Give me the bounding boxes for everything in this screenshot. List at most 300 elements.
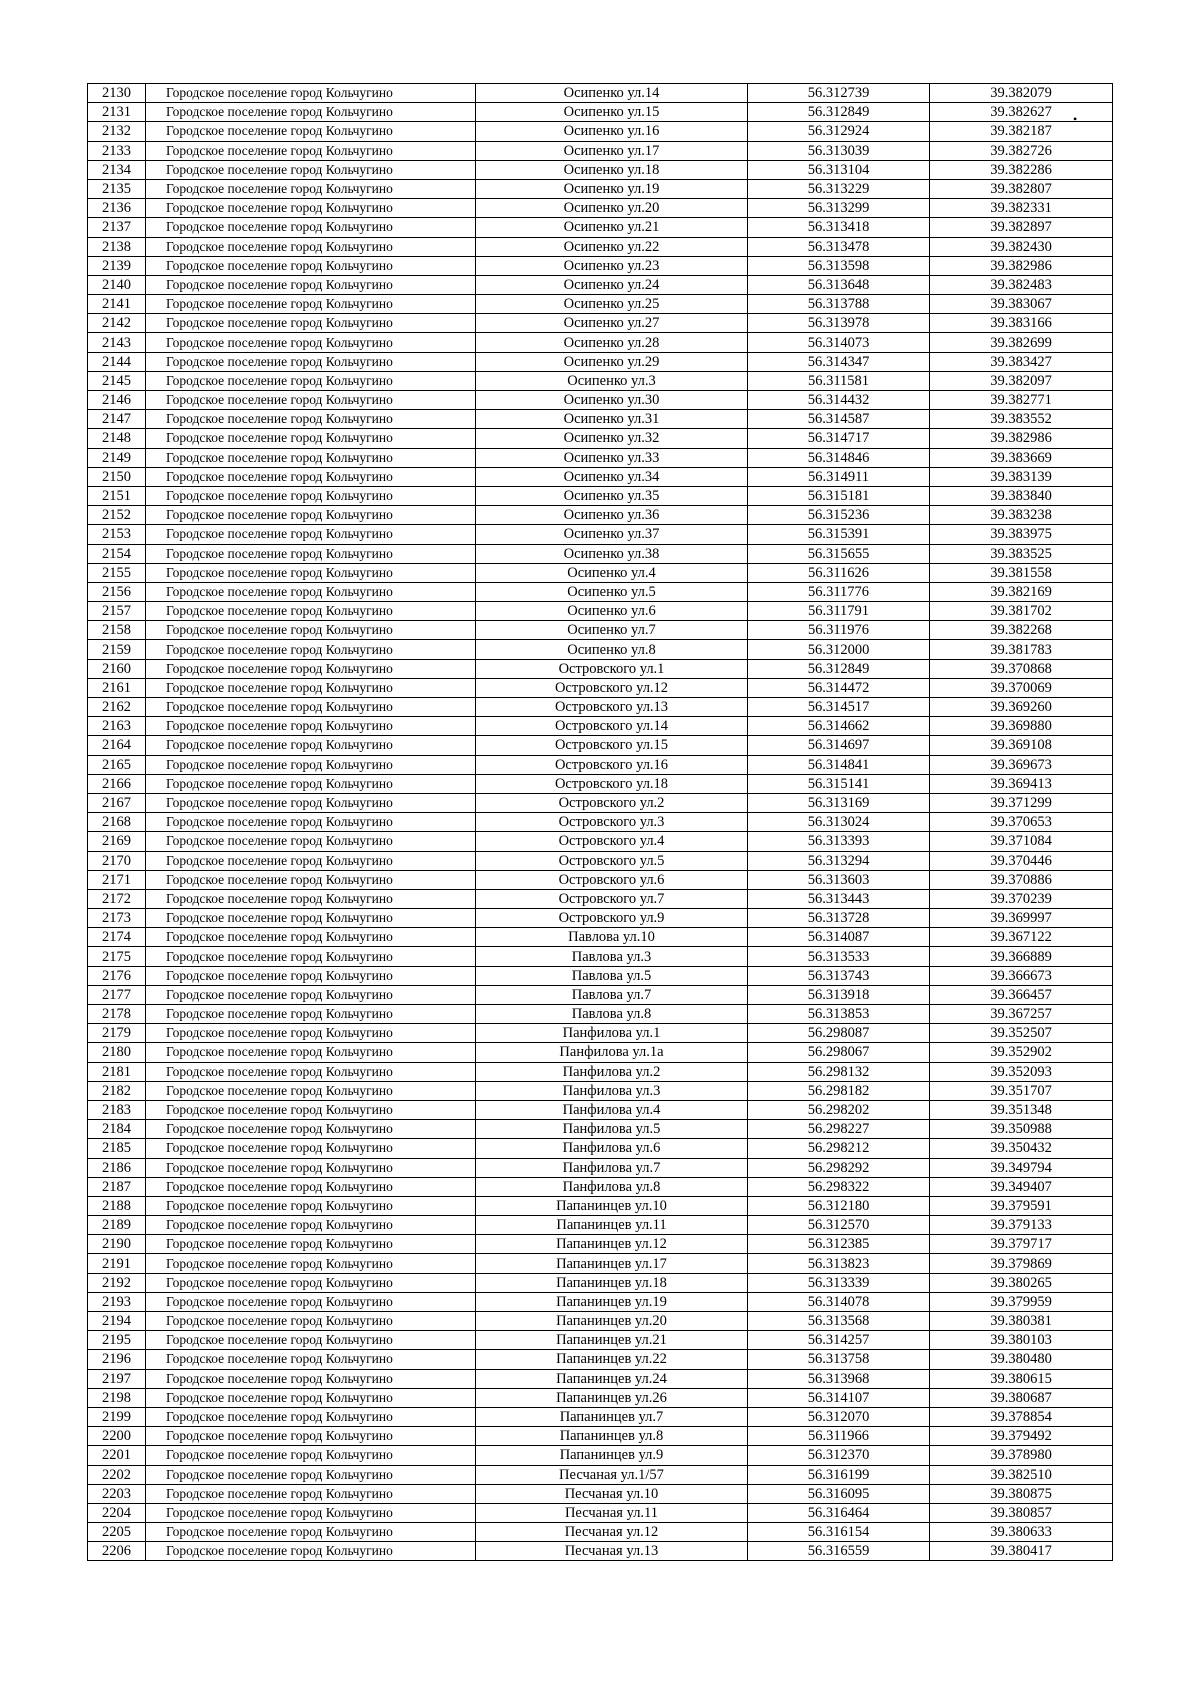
latitude-cell: 56.314078 xyxy=(748,1292,930,1311)
address-table-container xyxy=(87,83,1113,1561)
row-number-cell: 2181 xyxy=(88,1062,146,1081)
latitude-cell: 56.311791 xyxy=(748,602,930,621)
row-number-cell: 2194 xyxy=(88,1312,146,1331)
table-row xyxy=(88,1005,1113,1024)
latitude-cell: 56.313533 xyxy=(748,947,930,966)
settlement-name-cell: Городское поселение город Кольчугино xyxy=(146,1331,476,1350)
latitude-cell: 56.313478 xyxy=(748,237,930,256)
latitude-cell: 56.313728 xyxy=(748,909,930,928)
longitude-cell: 39.380857 xyxy=(930,1503,1113,1522)
longitude-cell: 39.382807 xyxy=(930,179,1113,198)
longitude-cell: 39.380687 xyxy=(930,1388,1113,1407)
street-address-cell: Павлова ул.10 xyxy=(476,928,748,947)
longitude-cell: 39.380633 xyxy=(930,1523,1113,1542)
table-row xyxy=(88,1177,1113,1196)
settlement-name-cell: Городское поселение город Кольчугино xyxy=(146,103,476,122)
street-address-cell: Павлова ул.5 xyxy=(476,966,748,985)
longitude-cell: 39.352093 xyxy=(930,1062,1113,1081)
table-row xyxy=(88,1446,1113,1465)
latitude-cell: 56.298322 xyxy=(748,1177,930,1196)
latitude-cell: 56.313978 xyxy=(748,314,930,333)
row-number-cell: 2174 xyxy=(88,928,146,947)
row-number-cell: 2154 xyxy=(88,544,146,563)
settlement-name-cell: Городское поселение город Кольчугино xyxy=(146,1427,476,1446)
latitude-cell: 56.313598 xyxy=(748,256,930,275)
table-row xyxy=(88,410,1113,429)
table-row xyxy=(88,103,1113,122)
longitude-cell: 39.380615 xyxy=(930,1369,1113,1388)
longitude-cell: 39.367122 xyxy=(930,928,1113,947)
row-number-cell: 2131 xyxy=(88,103,146,122)
longitude-cell: 39.369413 xyxy=(930,774,1113,793)
settlement-name-cell: Городское поселение город Кольчугино xyxy=(146,1005,476,1024)
longitude-cell: 39.366673 xyxy=(930,966,1113,985)
latitude-cell: 56.314697 xyxy=(748,736,930,755)
settlement-name-cell: Городское поселение город Кольчугино xyxy=(146,832,476,851)
latitude-cell: 56.312570 xyxy=(748,1216,930,1235)
table-row xyxy=(88,1523,1113,1542)
latitude-cell: 56.312924 xyxy=(748,122,930,141)
longitude-cell: 39.371084 xyxy=(930,832,1113,851)
latitude-cell: 56.313743 xyxy=(748,966,930,985)
row-number-cell: 2178 xyxy=(88,1005,146,1024)
latitude-cell: 56.314587 xyxy=(748,410,930,429)
street-address-cell: Осипенко ул.23 xyxy=(476,256,748,275)
latitude-cell: 56.298292 xyxy=(748,1158,930,1177)
table-row xyxy=(88,774,1113,793)
longitude-cell: 39.383669 xyxy=(930,448,1113,467)
row-number-cell: 2177 xyxy=(88,985,146,1004)
settlement-name-cell: Городское поселение город Кольчугино xyxy=(146,736,476,755)
table-row xyxy=(88,851,1113,870)
table-row xyxy=(88,371,1113,390)
latitude-cell: 56.314662 xyxy=(748,717,930,736)
street-address-cell: Осипенко ул.17 xyxy=(476,141,748,160)
settlement-name-cell: Городское поселение город Кольчугино xyxy=(146,755,476,774)
longitude-cell: 39.381558 xyxy=(930,563,1113,582)
table-row xyxy=(88,889,1113,908)
latitude-cell: 56.313968 xyxy=(748,1369,930,1388)
settlement-name-cell: Городское поселение город Кольчугино xyxy=(146,160,476,179)
street-address-cell: Островского ул.5 xyxy=(476,851,748,870)
row-number-cell: 2173 xyxy=(88,909,146,928)
longitude-cell: 39.383840 xyxy=(930,486,1113,505)
latitude-cell: 56.314911 xyxy=(748,467,930,486)
longitude-cell: 39.369673 xyxy=(930,755,1113,774)
street-address-cell: Панфилова ул.5 xyxy=(476,1120,748,1139)
table-row xyxy=(88,1427,1113,1446)
settlement-name-cell: Городское поселение город Кольчугино xyxy=(146,1446,476,1465)
settlement-name-cell: Городское поселение город Кольчугино xyxy=(146,889,476,908)
longitude-cell: 39.380417 xyxy=(930,1542,1113,1561)
longitude-cell: 39.383139 xyxy=(930,467,1113,486)
row-number-cell: 2169 xyxy=(88,832,146,851)
table-row xyxy=(88,1350,1113,1369)
row-number-cell: 2166 xyxy=(88,774,146,793)
settlement-name-cell: Городское поселение город Кольчугино xyxy=(146,851,476,870)
latitude-cell: 56.315181 xyxy=(748,486,930,505)
row-number-cell: 2135 xyxy=(88,179,146,198)
latitude-cell: 56.298212 xyxy=(748,1139,930,1158)
table-row xyxy=(88,314,1113,333)
longitude-cell: 39.382430 xyxy=(930,237,1113,256)
longitude-cell: 39.383525 xyxy=(930,544,1113,563)
longitude-cell: 39.383067 xyxy=(930,295,1113,314)
street-address-cell: Осипенко ул.22 xyxy=(476,237,748,256)
latitude-cell: 56.298087 xyxy=(748,1024,930,1043)
latitude-cell: 56.313853 xyxy=(748,1005,930,1024)
table-row xyxy=(88,141,1113,160)
row-number-cell: 2162 xyxy=(88,698,146,717)
street-address-cell: Папанинцев ул.12 xyxy=(476,1235,748,1254)
street-address-cell: Папанинцев ул.18 xyxy=(476,1273,748,1292)
latitude-cell: 56.314087 xyxy=(748,928,930,947)
row-number-cell: 2140 xyxy=(88,275,146,294)
settlement-name-cell: Городское поселение город Кольчугино xyxy=(146,544,476,563)
latitude-cell: 56.316154 xyxy=(748,1523,930,1542)
longitude-cell: 39.380480 xyxy=(930,1350,1113,1369)
latitude-cell: 56.313299 xyxy=(748,199,930,218)
latitude-cell: 56.314107 xyxy=(748,1388,930,1407)
table-row xyxy=(88,1120,1113,1139)
table-row xyxy=(88,1139,1113,1158)
table-body xyxy=(88,84,1113,1561)
longitude-cell: 39.351348 xyxy=(930,1100,1113,1119)
settlement-name-cell: Городское поселение город Кольчугино xyxy=(146,563,476,582)
longitude-cell: 39.366889 xyxy=(930,947,1113,966)
longitude-cell: 39.382187 xyxy=(930,122,1113,141)
longitude-cell: 39.383552 xyxy=(930,410,1113,429)
longitude-cell: 39.382771 xyxy=(930,391,1113,410)
street-address-cell: Папанинцев ул.8 xyxy=(476,1427,748,1446)
row-number-cell: 2138 xyxy=(88,237,146,256)
street-address-cell: Папанинцев ул.7 xyxy=(476,1407,748,1426)
table-row xyxy=(88,698,1113,717)
longitude-cell: 39.378980 xyxy=(930,1446,1113,1465)
longitude-cell: 39.383427 xyxy=(930,352,1113,371)
street-address-cell: Островского ул.13 xyxy=(476,698,748,717)
row-number-cell: 2147 xyxy=(88,410,146,429)
longitude-cell: 39.367257 xyxy=(930,1005,1113,1024)
row-number-cell: 2170 xyxy=(88,851,146,870)
table-row xyxy=(88,295,1113,314)
longitude-cell: 39.382169 xyxy=(930,582,1113,601)
latitude-cell: 56.313443 xyxy=(748,889,930,908)
table-row xyxy=(88,640,1113,659)
table-row xyxy=(88,506,1113,525)
row-number-cell: 2136 xyxy=(88,199,146,218)
settlement-name-cell: Городское поселение город Кольчугино xyxy=(146,698,476,717)
settlement-name-cell: Городское поселение город Кольчугино xyxy=(146,122,476,141)
row-number-cell: 2133 xyxy=(88,141,146,160)
table-row xyxy=(88,1331,1113,1350)
street-address-cell: Панфилова ул.4 xyxy=(476,1100,748,1119)
longitude-cell: 39.382097 xyxy=(930,371,1113,390)
table-row xyxy=(88,1254,1113,1273)
row-number-cell: 2204 xyxy=(88,1503,146,1522)
latitude-cell: 56.313648 xyxy=(748,275,930,294)
table-row xyxy=(88,448,1113,467)
settlement-name-cell: Городское поселение город Кольчугино xyxy=(146,1407,476,1426)
settlement-name-cell: Городское поселение город Кольчугино xyxy=(146,371,476,390)
street-address-cell: Осипенко ул.5 xyxy=(476,582,748,601)
settlement-name-cell: Городское поселение город Кольчугино xyxy=(146,1388,476,1407)
row-number-cell: 2191 xyxy=(88,1254,146,1273)
table-row xyxy=(88,352,1113,371)
settlement-name-cell: Городское поселение город Кольчугино xyxy=(146,295,476,314)
table-row xyxy=(88,1081,1113,1100)
street-address-cell: Папанинцев ул.19 xyxy=(476,1292,748,1311)
latitude-cell: 56.314517 xyxy=(748,698,930,717)
street-address-cell: Папанинцев ул.21 xyxy=(476,1331,748,1350)
settlement-name-cell: Городское поселение город Кольчугино xyxy=(146,391,476,410)
row-number-cell: 2153 xyxy=(88,525,146,544)
row-number-cell: 2175 xyxy=(88,947,146,966)
longitude-cell: 39.369880 xyxy=(930,717,1113,736)
longitude-cell: 39.369997 xyxy=(930,909,1113,928)
table-row xyxy=(88,122,1113,141)
longitude-cell: 39.380265 xyxy=(930,1273,1113,1292)
settlement-name-cell: Городское поселение город Кольчугино xyxy=(146,1100,476,1119)
settlement-name-cell: Городское поселение город Кольчугино xyxy=(146,1024,476,1043)
settlement-name-cell: Городское поселение город Кольчугино xyxy=(146,1542,476,1561)
street-address-cell: Папанинцев ул.22 xyxy=(476,1350,748,1369)
settlement-name-cell: Городское поселение город Кольчугино xyxy=(146,678,476,697)
row-number-cell: 2206 xyxy=(88,1542,146,1561)
row-number-cell: 2171 xyxy=(88,870,146,889)
settlement-name-cell: Городское поселение город Кольчугино xyxy=(146,333,476,352)
table-row xyxy=(88,966,1113,985)
row-number-cell: 2149 xyxy=(88,448,146,467)
row-number-cell: 2160 xyxy=(88,659,146,678)
longitude-cell: 39.352507 xyxy=(930,1024,1113,1043)
table-row xyxy=(88,218,1113,237)
longitude-cell: 39.349794 xyxy=(930,1158,1113,1177)
latitude-cell: 56.311581 xyxy=(748,371,930,390)
table-row xyxy=(88,563,1113,582)
settlement-name-cell: Городское поселение город Кольчугино xyxy=(146,1081,476,1100)
latitude-cell: 56.316095 xyxy=(748,1484,930,1503)
street-address-cell: Павлова ул.3 xyxy=(476,947,748,966)
settlement-name-cell: Городское поселение город Кольчугино xyxy=(146,467,476,486)
longitude-cell: 39.378854 xyxy=(930,1407,1113,1426)
street-address-cell: Островского ул.7 xyxy=(476,889,748,908)
street-address-cell: Осипенко ул.36 xyxy=(476,506,748,525)
row-number-cell: 2157 xyxy=(88,602,146,621)
settlement-name-cell: Городское поселение город Кольчугино xyxy=(146,1177,476,1196)
longitude-cell: 39.379492 xyxy=(930,1427,1113,1446)
street-address-cell: Папанинцев ул.9 xyxy=(476,1446,748,1465)
table-row xyxy=(88,199,1113,218)
street-address-cell: Песчаная ул.13 xyxy=(476,1542,748,1561)
longitude-cell: 39.350988 xyxy=(930,1120,1113,1139)
row-number-cell: 2187 xyxy=(88,1177,146,1196)
street-address-cell: Осипенко ул.21 xyxy=(476,218,748,237)
longitude-cell: 39.381702 xyxy=(930,602,1113,621)
longitude-cell: 39.370069 xyxy=(930,678,1113,697)
table-row xyxy=(88,525,1113,544)
table-row xyxy=(88,717,1113,736)
row-number-cell: 2139 xyxy=(88,256,146,275)
street-address-cell: Осипенко ул.29 xyxy=(476,352,748,371)
longitude-cell: 39.370239 xyxy=(930,889,1113,908)
row-number-cell: 2202 xyxy=(88,1465,146,1484)
latitude-cell: 56.312385 xyxy=(748,1235,930,1254)
row-number-cell: 2205 xyxy=(88,1523,146,1542)
settlement-name-cell: Городское поселение город Кольчугино xyxy=(146,1350,476,1369)
longitude-cell: 39.382627 xyxy=(930,103,1113,122)
settlement-name-cell: Городское поселение город Кольчугино xyxy=(146,429,476,448)
row-number-cell: 2134 xyxy=(88,160,146,179)
settlement-name-cell: Городское поселение город Кольчугино xyxy=(146,1120,476,1139)
row-number-cell: 2182 xyxy=(88,1081,146,1100)
row-number-cell: 2144 xyxy=(88,352,146,371)
street-address-cell: Папанинцев ул.11 xyxy=(476,1216,748,1235)
table-row xyxy=(88,1062,1113,1081)
latitude-cell: 56.313418 xyxy=(748,218,930,237)
settlement-name-cell: Городское поселение город Кольчугино xyxy=(146,1216,476,1235)
street-address-cell: Папанинцев ул.26 xyxy=(476,1388,748,1407)
latitude-cell: 56.314347 xyxy=(748,352,930,371)
row-number-cell: 2156 xyxy=(88,582,146,601)
table-row xyxy=(88,813,1113,832)
table-row xyxy=(88,1024,1113,1043)
table-row xyxy=(88,1503,1113,1522)
street-address-cell: Осипенко ул.3 xyxy=(476,371,748,390)
table-row xyxy=(88,678,1113,697)
latitude-cell: 56.313294 xyxy=(748,851,930,870)
row-number-cell: 2132 xyxy=(88,122,146,141)
longitude-cell: 39.380381 xyxy=(930,1312,1113,1331)
table-row xyxy=(88,467,1113,486)
row-number-cell: 2193 xyxy=(88,1292,146,1311)
settlement-name-cell: Городское поселение город Кольчугино xyxy=(146,275,476,294)
street-address-cell: Осипенко ул.37 xyxy=(476,525,748,544)
row-number-cell: 2165 xyxy=(88,755,146,774)
street-address-cell: Осипенко ул.34 xyxy=(476,467,748,486)
table-row xyxy=(88,333,1113,352)
longitude-cell: 39.382699 xyxy=(930,333,1113,352)
settlement-name-cell: Городское поселение город Кольчугино xyxy=(146,218,476,237)
row-number-cell: 2189 xyxy=(88,1216,146,1235)
row-number-cell: 2200 xyxy=(88,1427,146,1446)
table-row xyxy=(88,1196,1113,1215)
longitude-cell: 39.383975 xyxy=(930,525,1113,544)
longitude-cell: 39.380875 xyxy=(930,1484,1113,1503)
latitude-cell: 56.311776 xyxy=(748,582,930,601)
table-row xyxy=(88,928,1113,947)
street-address-cell: Осипенко ул.16 xyxy=(476,122,748,141)
table-row xyxy=(88,1388,1113,1407)
street-address-cell: Островского ул.4 xyxy=(476,832,748,851)
row-number-cell: 2185 xyxy=(88,1139,146,1158)
street-address-cell: Папанинцев ул.20 xyxy=(476,1312,748,1331)
street-address-cell: Панфилова ул.6 xyxy=(476,1139,748,1158)
latitude-cell: 56.312370 xyxy=(748,1446,930,1465)
latitude-cell: 56.315391 xyxy=(748,525,930,544)
settlement-name-cell: Городское поселение город Кольчугино xyxy=(146,256,476,275)
row-number-cell: 2137 xyxy=(88,218,146,237)
settlement-name-cell: Городское поселение город Кольчугино xyxy=(146,1292,476,1311)
settlement-name-cell: Городское поселение город Кольчугино xyxy=(146,1062,476,1081)
latitude-cell: 56.314257 xyxy=(748,1331,930,1350)
table-row xyxy=(88,1484,1113,1503)
street-address-cell: Панфилова ул.1 xyxy=(476,1024,748,1043)
settlement-name-cell: Городское поселение город Кольчугино xyxy=(146,640,476,659)
row-number-cell: 2190 xyxy=(88,1235,146,1254)
settlement-name-cell: Городское поселение город Кольчугино xyxy=(146,1523,476,1542)
table-row xyxy=(88,582,1113,601)
latitude-cell: 56.314846 xyxy=(748,448,930,467)
settlement-name-cell: Городское поселение город Кольчугино xyxy=(146,237,476,256)
settlement-name-cell: Городское поселение город Кольчугино xyxy=(146,506,476,525)
settlement-name-cell: Городское поселение город Кольчугино xyxy=(146,84,476,103)
settlement-name-cell: Городское поселение город Кольчугино xyxy=(146,1465,476,1484)
longitude-cell: 39.382986 xyxy=(930,429,1113,448)
longitude-cell: 39.380103 xyxy=(930,1331,1113,1350)
latitude-cell: 56.313104 xyxy=(748,160,930,179)
settlement-name-cell: Городское поселение город Кольчугино xyxy=(146,1484,476,1503)
street-address-cell: Островского ул.12 xyxy=(476,678,748,697)
settlement-name-cell: Городское поселение город Кольчугино xyxy=(146,813,476,832)
table-row xyxy=(88,832,1113,851)
longitude-cell: 39.379591 xyxy=(930,1196,1113,1215)
latitude-cell: 56.311976 xyxy=(748,621,930,640)
street-address-cell: Песчаная ул.11 xyxy=(476,1503,748,1522)
settlement-name-cell: Городское поселение город Кольчугино xyxy=(146,141,476,160)
settlement-name-cell: Городское поселение город Кольчугино xyxy=(146,774,476,793)
row-number-cell: 2201 xyxy=(88,1446,146,1465)
row-number-cell: 2188 xyxy=(88,1196,146,1215)
settlement-name-cell: Городское поселение город Кольчугино xyxy=(146,1503,476,1522)
longitude-cell: 39.349407 xyxy=(930,1177,1113,1196)
row-number-cell: 2142 xyxy=(88,314,146,333)
row-number-cell: 2180 xyxy=(88,1043,146,1062)
street-address-cell: Осипенко ул.19 xyxy=(476,179,748,198)
table-row xyxy=(88,1465,1113,1484)
address-coordinates-table xyxy=(87,83,1113,1561)
longitude-cell: 39.369108 xyxy=(930,736,1113,755)
settlement-name-cell: Городское поселение город Кольчугино xyxy=(146,928,476,947)
settlement-name-cell: Городское поселение город Кольчугино xyxy=(146,582,476,601)
longitude-cell: 39.370653 xyxy=(930,813,1113,832)
latitude-cell: 56.313788 xyxy=(748,295,930,314)
street-address-cell: Островского ул.15 xyxy=(476,736,748,755)
table-row xyxy=(88,602,1113,621)
street-address-cell: Осипенко ул.32 xyxy=(476,429,748,448)
street-address-cell: Островского ул.3 xyxy=(476,813,748,832)
latitude-cell: 56.316559 xyxy=(748,1542,930,1561)
longitude-cell: 39.382268 xyxy=(930,621,1113,640)
row-number-cell: 2183 xyxy=(88,1100,146,1119)
latitude-cell: 56.313918 xyxy=(748,985,930,1004)
table-row xyxy=(88,1100,1113,1119)
latitude-cell: 56.313568 xyxy=(748,1312,930,1331)
table-row xyxy=(88,179,1113,198)
street-address-cell: Осипенко ул.35 xyxy=(476,486,748,505)
longitude-cell: 39.351707 xyxy=(930,1081,1113,1100)
latitude-cell: 56.313823 xyxy=(748,1254,930,1273)
table-row xyxy=(88,160,1113,179)
street-address-cell: Осипенко ул.18 xyxy=(476,160,748,179)
stray-dot-mark: • xyxy=(1073,112,1078,126)
longitude-cell: 39.382079 xyxy=(930,84,1113,103)
latitude-cell: 56.315236 xyxy=(748,506,930,525)
latitude-cell: 56.312070 xyxy=(748,1407,930,1426)
street-address-cell: Островского ул.1 xyxy=(476,659,748,678)
table-row xyxy=(88,1158,1113,1177)
row-number-cell: 2150 xyxy=(88,467,146,486)
